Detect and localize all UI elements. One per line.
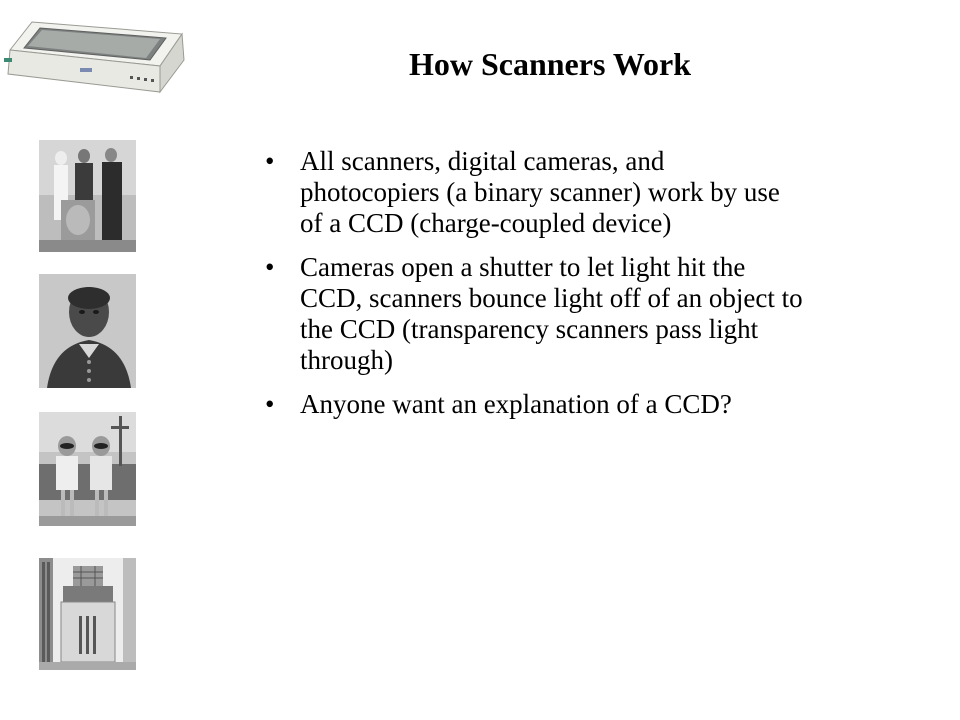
building-photo <box>39 558 136 670</box>
flatbed-scanner-icon <box>0 8 190 100</box>
bullet-text: Anyone want an explanation of a CCD? <box>300 389 732 419</box>
two-children-photo <box>39 412 136 526</box>
woman-portrait-photo <box>39 274 136 388</box>
bullet-item <box>265 252 805 376</box>
bullet-symbol: • <box>265 389 275 419</box>
bullet-symbol: • <box>265 146 275 176</box>
bullet-item <box>265 389 805 420</box>
bullet-text: Cameras open a shutter to let light hit the CCD, scanners bounce light off of an object to the CCD (transparency scanners pass light through) <box>300 252 803 375</box>
slide-title: How Scanners Work <box>408 46 692 82</box>
bullet-item <box>265 146 805 239</box>
group-portrait-photo <box>39 140 136 252</box>
bullet-symbol: • <box>265 252 275 282</box>
bullet-text: All scanners, digital cameras, and photocopiers (a binary scanner) work by use of a CCD (charge-coupled device) <box>300 146 780 238</box>
bullet-list <box>265 146 805 433</box>
